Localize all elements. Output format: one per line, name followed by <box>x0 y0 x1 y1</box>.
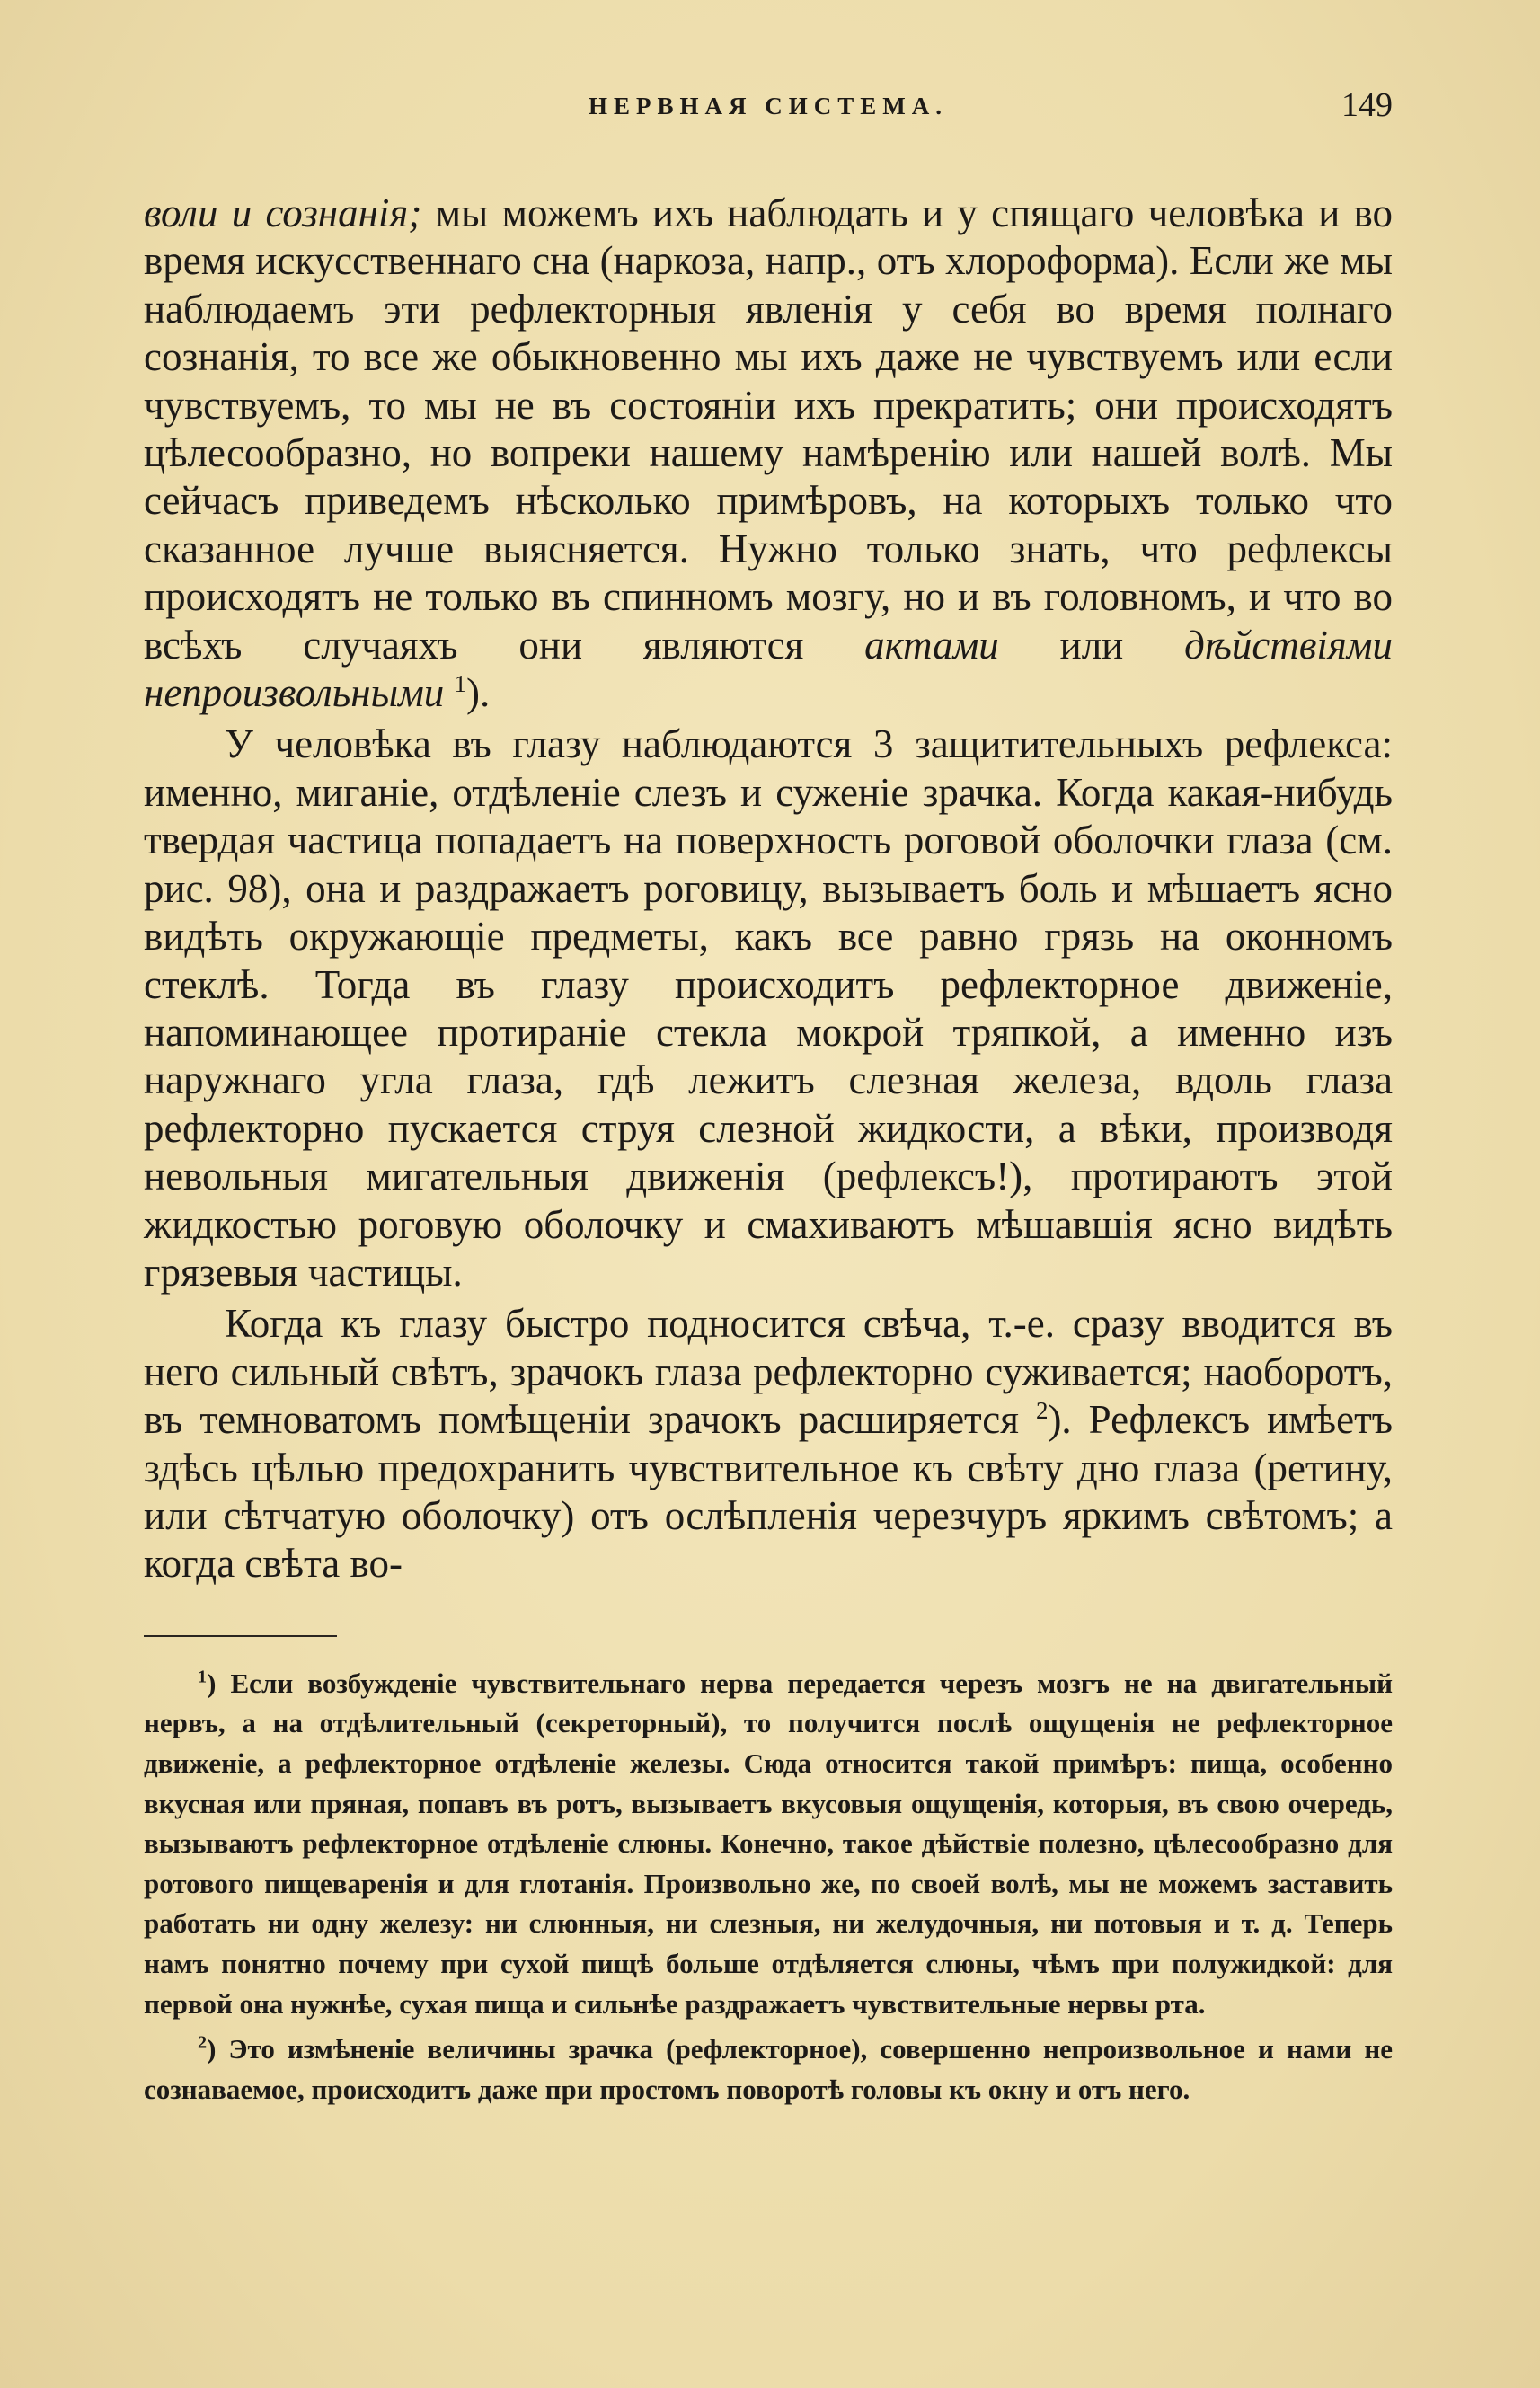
footnote-2 <box>144 2030 1393 2109</box>
footnote-text: ) Это измѣненіе величины зрачка (рефлекторное), совершенно непроизвольное и нами не сознаваемое, происходитъ даже при простомъ поворотѣ головы къ окну и отъ него. <box>144 2033 1393 2105</box>
paragraph-text: или <box>998 622 1185 668</box>
paragraph-1 <box>144 190 1393 717</box>
paragraph-text: ). <box>466 670 491 716</box>
paragraph-text: ). Рефлексъ имѣетъ здѣсь цѣлью предохранить чувствительное къ свѣту дно глаза (ретину, или сѣтчатую оболочку) отъ ослѣпленія черезчуръ яркимъ свѣтомъ; а когда свѣта во- <box>144 1397 1393 1587</box>
italic-phrase: дѣйствіями непроизвольными <box>144 622 1393 716</box>
paragraph-2: У человѣка въ глазу наблюдаются 3 защитительныхъ рефлекса: именно, миганіе, отдѣленіе слезъ и суженіе зрачка. Когда какая-нибудь твердая частица попадаетъ на поверхность роговой оболочки глаза (см. рис. 98), она и раздражаетъ роговицу, вызываетъ боль и мѣшаетъ ясно видѣть окружающіе предметы, какъ все равно грязь на оконномъ стеклѣ. Тогда въ глазу происходитъ рефлекторное движеніе, напоминающее протираніе стекла мокрой тряпкой, а именно изъ наружнаго угла глаза, гдѣ лежитъ слезная железа, вдоль глаза рефлекторно пускается струя слезной жидкости, а вѣки, производя невольныя мигательныя движенія (рефлексъ!), протираютъ этой жидкостью роговую оболочку и смахиваютъ мѣшавшія ясно видѣть грязевыя частицы. <box>144 721 1393 1295</box>
book-page <box>144 85 1393 2109</box>
italic-phrase: актами <box>864 622 999 668</box>
footnote-mark: 1 <box>198 1667 208 1687</box>
footnote-1 <box>144 1664 1393 2024</box>
paragraph-3 <box>144 1300 1393 1588</box>
footnote-text: ) Если возбужденіе чувствительнаго нерва передается черезъ мозгъ не на двигательный нервъ, а на отдѣлительный (секреторный), то получится послѣ ощущенія не рефлекторное движеніе, а рефлекторное отдѣленіе железы. Сюда относится такой примѣръ: пища, особенно вкусная или пряная, попавъ въ ротъ, вызываетъ вкусовыя ощущенія, которыя, въ свою очередь, вызываютъ рефлекторное отдѣленіе слюны. Конечно, такое дѣйствіе полезно, цѣлесообразно для ротового пищеваренія и для глотанія. Произвольно же, по своей волѣ, мы не можемъ заставить работать ни одну железу: ни слюнныя, ни слезныя, ни желудочныя, ни потовыя и т. д. Теперь намъ понятно почему при сухой пищѣ больше отдѣляется слюны, чѣмъ при полужидкой: для первой она нужнѣе, сухая пища и сильнѣе раздражаетъ чувствительные нервы рта. <box>144 1667 1393 2020</box>
footnote-ref-2: 2 <box>1035 1397 1049 1425</box>
running-title: НЕРВНАЯ СИСТЕМА. <box>588 93 948 119</box>
page-header <box>144 85 1393 139</box>
footnote-ref-1: 1 <box>454 670 467 698</box>
footnotes <box>144 1664 1393 2110</box>
body-text <box>144 190 1393 1588</box>
footnote-divider <box>144 1635 337 1637</box>
italic-phrase: воли и сознанія; <box>144 190 422 235</box>
footnote-mark: 2 <box>198 2032 208 2053</box>
paragraph-text: Когда къ глазу быстро подносится свѣча, т.-е. сразу вводится въ него сильный свѣтъ, зрачокъ глаза рефлекторно суживается; наоборотъ, въ темноватомъ помѣщеніи зрачокъ расширяется <box>144 1301 1393 1443</box>
paragraph-text: мы можемъ ихъ наблюдать и у спящаго человѣка и во время искусственнаго сна (наркоза, напр., отъ хлороформа). Если же мы наблюдаемъ эти рефлекторныя явленія у себя во время полнаго сознанія, то все же обыкновенно мы ихъ даже не чувствуемъ или если чувствуемъ, то мы не въ состояніи ихъ прекратить; они происходятъ цѣлесообразно, но вопреки нашему намѣренію или нашей волѣ. Мы сейчасъ приведемъ нѣсколько примѣровъ, на которыхъ только что сказанное лучше выясняется. Нужно только знать, что рефлексы происходятъ не только въ спинномъ мозгу, но и въ головномъ, и что во всѣхъ случаяхъ они являются <box>144 190 1394 668</box>
page-number: 149 <box>1341 86 1393 124</box>
